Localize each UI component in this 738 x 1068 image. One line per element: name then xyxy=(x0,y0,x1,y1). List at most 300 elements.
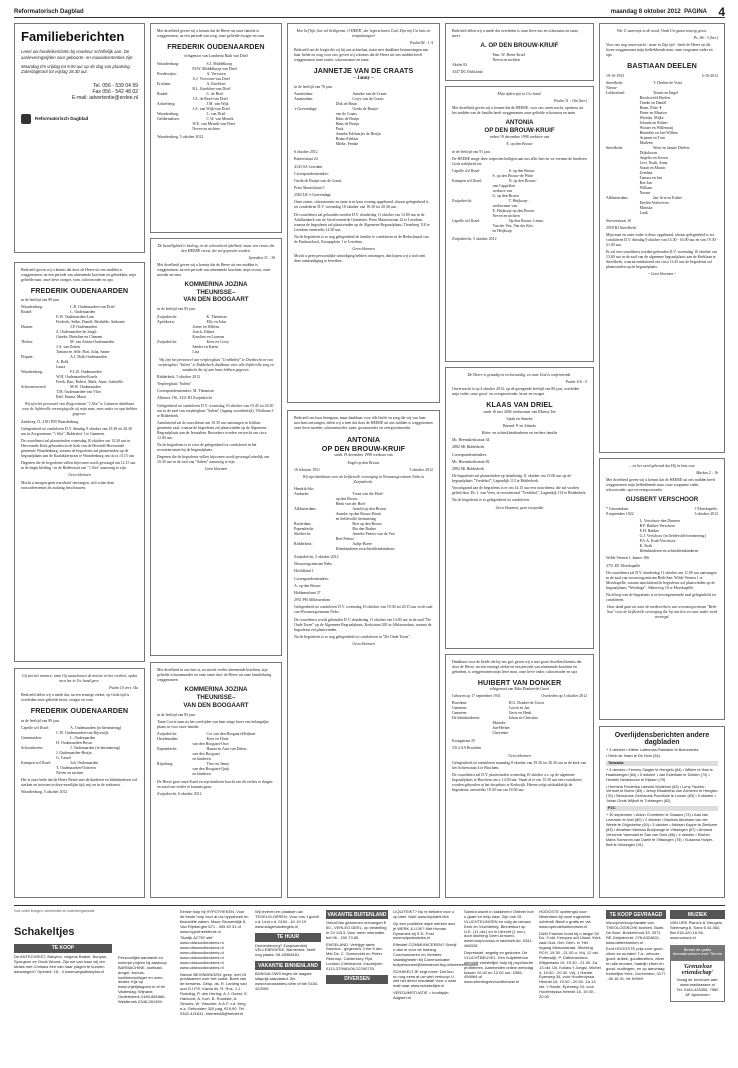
url-link[interactable]: www.oldwoodkeukens.nl xyxy=(180,954,224,960)
notice-text: Het is onze bede dat de Heere Bertie met de kinderen en kleinkinderen wil sterken en troosten in deze moeilijke tijd, mij en in de toekomst. xyxy=(21,777,137,787)
family-name: Mariska xyxy=(639,205,653,210)
bible-verse: Wie U aanroept in de nood, Vindt Uw gunst eeuwig groot. xyxy=(617,29,707,33)
notice-service: De rouwdienst zal gehouden worden D.V. donderdag 11 oktober om 13.00 uur in de Adullamkerk van de Gereformeerde Gemeente, Prins Mauritsstraat 22 te Leerdam, waarna de begrafenis zal plaatsvinden op de Algemene Begraafplaats, Tiendweg 118 te Leerdam omstreeks 14.30 uur. xyxy=(294,212,430,232)
notice-corr-name: Gerda de Bruijn-van de Craats xyxy=(294,178,342,183)
te-koop-gevraagd-header: TE KOOP GEVRAAGD xyxy=(606,910,666,919)
family-name: en Heijkoop xyxy=(492,229,512,233)
family-name: P.A.A. Krab-Verschoor xyxy=(639,539,676,544)
family-name: en liefdevolle herinnering xyxy=(335,517,376,521)
family-place xyxy=(157,772,192,777)
muziek-header: MUZIEK xyxy=(670,910,725,919)
family-place: Achterberg: xyxy=(157,102,176,107)
family-place: Rotterdam: xyxy=(294,522,312,526)
deceased-name-1: ANTONIA xyxy=(346,435,381,444)
family-name: Jorine en Willem, xyxy=(192,324,220,329)
verse-ref: Psalm 10 vers 14a xyxy=(109,686,138,691)
classified-ad: GeiraGids gebonnen ontvangen € 50,- VERLEG DEEL, op bestelling in 2V 2013. Voor meer informatie bel 06 - 150 73 85. xyxy=(326,920,387,940)
family-row xyxy=(157,772,275,777)
notice-van-driel xyxy=(445,367,594,649)
page-number: 4 xyxy=(718,5,725,19)
family-name: Hans de Bruijn xyxy=(335,122,360,127)
deceased-name: A. OP DEN BROUW-KRUIF xyxy=(480,42,559,49)
notice-address-2: 4143 SA Leerdam xyxy=(294,164,323,169)
family-name: Neven en nichten xyxy=(56,770,84,775)
family-list xyxy=(452,701,587,736)
notice-thanks: Onze dank gaat uit naar de medewerkers van woonzorgcentrum "Beth-San" voor de liefdevolle verzorging die hij van hen en onze vader werd verzorgd. xyxy=(606,605,718,620)
te-koop-header: TE KOOP xyxy=(14,944,112,953)
family-list xyxy=(294,92,433,147)
family-place: Waardenburg: xyxy=(157,112,179,117)
notice-place: Waardenburg, 5 oktober 2012 xyxy=(157,135,204,140)
family-name: Frederik, Sefke, Daniël, Berthilde, Anthonie xyxy=(56,320,126,325)
classified-column-8 xyxy=(539,910,601,1058)
promo-line: Vraag de brochure aan: www.madlaesere.nl xyxy=(676,977,719,988)
notice-sub: sinds 16 mei 2006 weduwnaar van Elberta Tee xyxy=(483,409,556,414)
classified-ad: Nieuw! BEVINDINGEN: gesp. met 15 predikanten over het oudst. Boek van de kerstmis. Gesp. ds. R. Lanting van oud G.I.P.E. Kanta ds. R. Ros, J.J. Rudding, P. den Hertog, A.J. Geest, E. Harkoort, A. Kort, B. Rundste, A. Simons, W. Visscher, A.A.F. v.d. Weg e.a. Gebonden 320 pag. €19,90. Tel. 0342-421631, heteren88@hetnet.nl xyxy=(180,971,248,1016)
notice-corr: Correspondentieadres: M. Theunisse xyxy=(157,389,215,394)
notice-place: Zwijndrecht, 6 oktober 2012 xyxy=(157,792,202,797)
family-name: L. Oudenaarden xyxy=(70,735,96,740)
family-name: van den Boogaart-Quijt xyxy=(192,767,230,772)
family-place: Waardenburg: xyxy=(21,305,43,310)
family-row xyxy=(606,211,718,216)
family-name: Elly en John xyxy=(206,319,226,324)
bible-verse: Gij ziet het immers; want Gij aanschouwt de moeite en het verdriet, opdat men het in Uw hand geve. xyxy=(21,674,138,683)
family-name: Pieter en Mautice xyxy=(639,110,668,115)
family-name: G.J. Verschoor (in liefdevolle herinnering) xyxy=(639,534,706,539)
family-name: Corry van de Craats xyxy=(352,97,384,102)
familieberichten-box xyxy=(14,23,145,253)
notice-text-2: De Heere gave onze Karel en zijn kinderen kracht om dit verlies te dragen en nood om verder te kunnen gaan. xyxy=(157,780,273,790)
family-place: Krimpen a/d IJssel: xyxy=(452,179,483,183)
family-name: K. Krab xyxy=(639,544,653,549)
schakeltjes-note: Voor online lezingen, advertenties en toeleveringscircuits xyxy=(14,909,95,913)
family-name: op den Brouw xyxy=(335,497,358,501)
classified-ad: VERZUIMSTUATIE = hoofdpijn: Adgsert.nl xyxy=(393,990,450,1000)
family-place: Apeldoorn: xyxy=(157,319,175,324)
notice-corr: Correspondentieadres: xyxy=(452,452,488,457)
promo-box[interactable] xyxy=(670,945,725,961)
family-row xyxy=(157,350,275,355)
classified-ad: HOOGSTE opbrengst voor Nederland bij onze ingezelde ochtend! Biedt u gratis en via www.opendekoekeninzel.nl xyxy=(539,909,591,929)
url-link[interactable]: www.oldwoodkeukens.nl xyxy=(180,950,224,955)
notice-address: Streveestraat 10 xyxy=(606,218,631,223)
notice-service: Voorafgaand aan de begrafenis is er om 14.15 uur een rouwdienst, die zal worden geleid door Ds. J. van Veen, in recreatiezaal "Vredehof", Lagendijk 114 te Ridderkerk. xyxy=(452,486,587,496)
family-name: M. van Zetten-Oudenaarden xyxy=(70,340,115,345)
family-place: Gameren: xyxy=(452,706,468,711)
url-link[interactable]: www.oldwoodkeukens.nl xyxy=(180,940,224,946)
notice-age: in de leeftijd van 91 jaar. xyxy=(452,149,491,154)
verse-ref: Ps. 86 : 3 (ber.) xyxy=(693,36,718,41)
schakeltjes-logo-block xyxy=(14,910,112,1058)
notice-address-2: 2751 EE Moerkapelle xyxy=(606,563,641,568)
family-name: Jolanda en Robert xyxy=(639,120,668,125)
fam-fax: Fax 056 - 542 48 02 xyxy=(92,89,138,96)
notice-condolence: Onze zuster, schoonzuster en tante is in haar woning opgebaard, alwaar gelegenheid is tot condoleren D.V. woensdag 10 oktober van 18.30 tot 20.30 uur. xyxy=(294,200,429,210)
family-name: Cheyenne xyxy=(492,731,509,736)
deceased-name: FREDERIK OUDENAARDEN xyxy=(30,706,129,716)
family-row xyxy=(294,142,433,147)
fam-text-1: Leest uw familieberichten bij voorkeur schriftelijk aan. De aanleveringstijden voor geboorte- en rouwadvertenties zijn: xyxy=(21,49,134,60)
family-name: Cor van den Boogaart-Heijboer xyxy=(206,732,256,737)
family-name: E.W. Oudenaarden-Lam xyxy=(56,315,94,320)
notice-age: in de leeftijd van 83 jaar. xyxy=(157,712,196,717)
deceased-name-3: VAN DEN BOOGAART xyxy=(183,701,249,709)
notice-condolence: Gelegenheid tot condoleren D.V. woensdag 10 oktober van 19.45 tot 20.30 uur in de zaal van verpleeghuis "Salem" (ingang woonbedrijf), Vliethaan 3 te Ridderkerk. xyxy=(157,403,274,418)
classified-ad: Op een positieve wijze werken aan je WERK & LIJK? Met Human Dynamics bij S.D. Post www.sdpostadvies.nl xyxy=(393,920,455,941)
family-name: Bas-Jan xyxy=(639,180,652,185)
family-name: C.W. van Meurik xyxy=(206,117,234,122)
notice-condolence: Gelegenheid tot condoleren maandag 8 oktober van 19.30 tot 20.30 uur in de kerk van het Achterstraat 4 te Bruchem. xyxy=(452,760,587,770)
family-name: van den Boogaart-Osse xyxy=(192,742,229,747)
verse-ref: Spreuken 31 : 30 xyxy=(248,256,275,261)
family-place: Zwijndrecht: xyxy=(452,199,473,203)
family-name: A. Knebloet xyxy=(206,82,226,87)
family-place: Ridderkerk: xyxy=(294,542,313,546)
family-place: Zwijndrecht: xyxy=(157,339,178,344)
family-place: Alblasserdam: xyxy=(294,507,317,511)
family-name: Arjanne en Tom xyxy=(639,135,665,140)
family-place: Genemuiden: xyxy=(21,735,42,740)
family-name: S.J. Middelkoop xyxy=(206,62,233,67)
family-name: L. Verschoor-den Dunnen xyxy=(639,519,680,524)
family-place: Amsterdam: xyxy=(294,97,314,102)
url-link[interactable]: www.oldwoodkeukens.nl xyxy=(180,959,224,965)
bible-verse: Hoe lief'lijk, hoe vol heiligemst, O HEER', der legerscharen God, Zijn mij Uw huis en tempelzangen! xyxy=(296,29,431,38)
notice-condolence: Gelegenheid tot condoleren D.V. woensdag 10 oktober van 19.30 tot 20.15 uur in de zaal van Woonzorgcentrum Nebo. xyxy=(294,605,433,615)
family-name: Naomi xyxy=(639,190,651,195)
url-list xyxy=(180,941,250,970)
notice-intro: Met droefheid geven wij u kennis dat de HEERE uit ons midden heeft weggenomen mijn liefhebbende man, onze zorgzame vader, schoonvader, opa en overgrootvader xyxy=(606,478,716,493)
family-name: Corrie en Jan xyxy=(508,706,530,711)
family-name: van de Craats xyxy=(335,112,357,117)
deceased-name-2: OP DEN BROUW-KRUIF xyxy=(484,127,555,135)
family-name: Marieke xyxy=(492,721,506,726)
family-name: G. op den Brouw xyxy=(492,194,520,198)
death-date: 5 oktober 2012 xyxy=(409,467,433,472)
family-name: A. Bolk xyxy=(56,360,69,365)
family-name: Truus van der Hoef- xyxy=(352,492,384,496)
notice-deelen xyxy=(599,23,725,453)
family-place xyxy=(157,127,192,132)
classified-column-5 xyxy=(326,910,388,1058)
family-place: Krimpen a/d IJssel: xyxy=(21,760,52,765)
family-place xyxy=(21,395,56,400)
url-link[interactable]: www.oldwoodkeukens.nl xyxy=(180,945,224,951)
verse-ref: Psalm 31 : 16a (ber.) xyxy=(554,99,587,104)
notice-after: Na de begrafenis is er nog gelegenheid tot condoleren in "De Oude Toren". xyxy=(294,634,411,639)
family-name: F.L.B. Oudenaarden xyxy=(70,370,102,375)
family-name: B.P. Bakker-Verschoor xyxy=(639,524,676,529)
notice-intro: Bedroefd om de leegte die zij bij ons achterlaat, maar met dankbare herinneringen aan haar liefde en zorg voor ons, geven wij u kennis dat de Heere uit ons midden heeft weggenomen onze zuster, schoonzuster en tante xyxy=(294,48,429,63)
notice-sub: echtgenoot van Lamberta Ruth van Driel xyxy=(184,54,248,59)
notice-intro: Bedroefd delen wij u mede dat overleden is onze lieve zus en schoonzus en tante, mevr. xyxy=(452,29,579,38)
notice-note: Mocht u geen persoonlijke uitnodiging hebben ontvangen, dan hopen wij u toch met deze aankondiging te bereiken. xyxy=(294,254,426,264)
notice-service: De rouwdienst zal D.V. donderdag 11 oktober om 11.00 uur aanvangen in de zaal van woonzorgcentrum Beth-San, Wilde Veenen 1 te Moerkapelle, waarna aansluitend de begrafenis zal plaatsvinden op de begraafplaats "Westhage", Akkerweg 16 te Moerkapelle. xyxy=(606,570,717,590)
promo-title: 'Grenzeloze vriendschap' xyxy=(681,964,714,977)
family-name: Karoline en Laurens xyxy=(192,334,225,339)
family-name: Wouter en Willemarij xyxy=(639,125,674,130)
family-name: Ralf, Emma, Maria xyxy=(56,395,87,400)
family-name: Barend ✝ en Jolanda xyxy=(503,423,536,428)
family-name: Theo en Jenny xyxy=(206,762,230,767)
notice-after: Na de begrafenis is er gelegenheid tot condoleren. xyxy=(452,498,530,503)
family-name: Jorick, Jildara xyxy=(192,329,215,334)
family-place: Schoonhoven: xyxy=(21,745,44,750)
notice-no-flowers: Geen bloemen, geen toesprake xyxy=(495,505,544,510)
family-name: Marleen xyxy=(639,140,653,145)
classified-ad: De ANTECHRIST. Babylon, volgens Brakel, Bunyan, Spurgeon en Gods Woord. Zijn we van haar vrij om straks met Christus een van haar plagen te kunnen aanvangen? Opened: 18 - 4 www.weguitbabylon.nl xyxy=(14,953,108,974)
family-name: N. op den Brouw- xyxy=(508,179,537,183)
family-name: Dijkshoorn xyxy=(639,150,658,155)
family-list xyxy=(606,519,718,554)
promo-box-2 xyxy=(670,960,725,1002)
family-name: Susan en Mauric xyxy=(639,165,666,170)
notice-corr-street: Mr. Heemskerkstraat 82 xyxy=(452,459,490,464)
family-name: J.A. van Zetten xyxy=(56,345,80,350)
notice-intro: Bedroefd delen wij u mede dat, na een ernstige ziekte, op Gods tijd is overleden onze geliefde broer, zwager en oom xyxy=(21,693,130,703)
family-name: W.H. Oudenaarden-Karels xyxy=(56,375,98,380)
fam-text-2: Maandag t/m vrijdag tot 9.00 uur op de dag van plaatsing. Zaterdagkrant tot vrijdag 18.30 uur. xyxy=(21,63,131,75)
family-place xyxy=(606,549,640,554)
family-name: Levi, Noah, Anna xyxy=(639,160,668,165)
family-name: C.W. Oudenaarden-van Rijsewijk xyxy=(56,730,109,735)
family-place: IJsselmuiden: xyxy=(157,737,179,742)
family-name: K. Theunisse xyxy=(206,314,228,319)
classified-ad: Dementiezorg? Zorgboerderij VELLEBROEKE, Barneveld, heeft nog plaats: 06-45368181 xyxy=(255,942,316,958)
notice-place: Zwijndrecht, 5 oktober 2012 xyxy=(452,237,497,241)
family-place: Zwijndrecht: xyxy=(157,314,178,319)
family-name: Anneke van de Craats xyxy=(352,92,387,97)
family-name: Hanna en Aart van Dalen– xyxy=(206,747,248,752)
classified-ad: Echt HOOGSTE prijs voor goud, zilver en munten! T.a.: zetvoer, goed: antiek, goudbezitten, zilver en alle munten, haartijn zilver en goud, oudlingen, en op aanvraag Kerkelijke Kerk, Gorinchem, 0177 - 46 18 91, bit NVMH xyxy=(606,946,666,981)
family-list xyxy=(157,732,275,777)
family-row xyxy=(294,547,433,552)
deceased-name-1: KOMMERINA JOZINA xyxy=(184,686,248,693)
family-place: Elspeet: xyxy=(21,355,34,360)
classified-ad: LIQUITEIKT? Nu te betalen voor u op later. Mail: www.liquideit.nl/a xyxy=(393,909,455,919)
notice-sub: sedert 19 december 1998 weduwe van xyxy=(489,135,550,140)
overl-line: + 30 september • Anton Crombeen te Graauw (73) • Aad van Leeuwen te Axel (80) • 2 oktober • Marinus Abraham van der Weele te Grijpskerke (60) • 3 oktober • Adriaan Koppe te Zierikzee (83) • Abraham Marinus Bruijnooge te Vlissingen (87) • Armand Verschoe Yanmaart te Sas van Gent (86) • 4 oktober • Rachel Maria Sumannn-van Daele te Vlissingen (75) • Susanna Hulper-Belt te Vlissingen (91) xyxy=(606,813,718,847)
family-name: Henk van der Hoef xyxy=(335,502,366,506)
notice-corr-city: 2582 LR 's-Gravendage xyxy=(294,193,332,198)
family-place: Lekkerland: xyxy=(606,90,625,95)
notice-op-den-brouw-inlaws xyxy=(445,86,594,362)
notice-sub-2: E. op den Brouw xyxy=(506,142,533,147)
family-row xyxy=(606,549,718,554)
family-name: L. Oudenaarden xyxy=(70,310,96,315)
family-name: S. op den Brouw-de Witte xyxy=(492,174,534,178)
family-name: A. Oudenaarden (in herinnering) xyxy=(70,725,122,730)
fam-tel: Tel. 056 - 539 04 99 xyxy=(92,82,138,89)
classified-column-9 xyxy=(606,910,666,1058)
family-name: van Cappellen xyxy=(492,184,515,188)
notice-dates xyxy=(294,468,433,473)
family-name: Mieke, Femke xyxy=(335,142,359,147)
deceased-name-2: THEUNISSE– xyxy=(196,693,236,701)
family-name: Hans de Bruijn xyxy=(335,117,360,122)
family-name: E. Heijkoop-op den Brouw xyxy=(492,209,535,213)
notice-oudenaarden-family xyxy=(14,262,145,662)
notice-address: Verpleeghuis "Salem" xyxy=(157,381,192,386)
notice-thanks: Wij zijn het personeel van verpleeghuis "Crabbehof" te Dordrecht en van verpleeghuis "Salem" te Ridderkerk dankbaar voor alle liefdevolle zorg en aandacht die zij aan haar hebben gegeven. xyxy=(157,357,275,372)
bible-verse: ... en het werd gebeurd dat Hij in huis was. xyxy=(628,464,696,468)
family-name: Teunis en Engel xyxy=(653,90,679,95)
family-name: Bram, Elise ✝ xyxy=(639,105,663,110)
family-name: A.J. Bolk-Oudenaarden xyxy=(70,355,107,360)
death-place: † Moerkapelle, xyxy=(694,507,718,512)
notice-address: Mr. Heemskerkstraat 34 xyxy=(452,438,490,443)
notice-address: Woonzorgcentrum Nebo xyxy=(294,562,333,567)
family-place: Zwijndrecht: xyxy=(157,732,178,737)
verse-ref: Psalm 84 : 1 A xyxy=(409,41,433,46)
family-place: Rijsoburg: xyxy=(157,762,174,767)
deceased-name: FREDERIK OUDENAARDEN xyxy=(30,286,129,295)
classified-ad: SCHAKELTJE zegt meer! Dat hun nu nog eens al uw wiel verkoop! U ziet het direct resultaat! Voor u daar mail naar www.schakeltjes.nl xyxy=(393,968,457,989)
classified-ad: Samira wacht in kakkenen! Ontbrei hoe u gaarf en help haar. Zijn ook 15 VLUCHTELINGEN en volg de nieuws Kerk en Vluchteling. Binnenkort op U.K. (11 okt.) en in Utrecht (1 nov.) door stichting Geen Armoed. www.hoopvoorsa.nl nachbeh-lid, 0341-466328. xyxy=(464,909,534,949)
notice-text: De HEERE moge deze respecten heiligen aan ons aller hart en we vernem de kinderen Gods nabijheid toe. xyxy=(452,156,587,166)
family-row xyxy=(21,395,138,400)
family-name: Boschsveld-Deelen xyxy=(639,95,670,100)
notice-address-2: 2882 SK Ridderkerk xyxy=(452,445,485,450)
notice-text: Tante Corrie nam na het overlijden van haar enige broer een belangrijke plaats in voor onze familie. xyxy=(157,720,269,729)
schakeltjes-section xyxy=(14,905,725,1065)
family-name: Op den Brouw, Leune, xyxy=(508,219,544,223)
family-place: Papendrecht: xyxy=(294,527,315,531)
family-place: De kleinkinderen: xyxy=(452,716,480,721)
notice-corr-name: A. op den Brouw xyxy=(294,583,321,588)
deceased-name: GIJSBERT VERSCHOOR xyxy=(625,496,699,504)
fam-logo: Reformatorisch Dagblad xyxy=(21,114,138,124)
family-name: Arnold op den Brouw xyxy=(352,507,387,511)
family-place: Tholen: xyxy=(21,340,34,345)
deceased-name-1: ANTONIA xyxy=(505,119,534,127)
family-name: Dirk de Bruin xyxy=(335,102,358,107)
classified-ad: BUNGALOWS tegen de laagste sitaprijs-standaard. Zie www.euroskantes.nl/tm of bel 0184-422000. xyxy=(255,971,319,991)
family-name: Wietske, Mijke xyxy=(639,115,664,120)
notice-corr-address: Albatros 136, 3331 BJ Zwijndrecht xyxy=(157,396,213,401)
family-place xyxy=(606,211,640,216)
notice-dates xyxy=(606,507,718,517)
notice-service: De rouwdienst zal D.V. plaatsvinden woensdag 10 oktober a.s. op de algemene begraafplaats te Bruchem om ± 14.00 uur. Vanaf al er om 13.30 uur een rouwdienst worden gehouden in het dorpshuis te Kerkwijk. Hierna volgt uitdrukkelijk de begrafenis, omstreeks 18.30 uur om 18.30 uur. xyxy=(452,772,582,792)
notice-place: Waardenburg, 5 oktober 2012 xyxy=(21,789,68,794)
url-link[interactable]: www.oldwoodkeukens.nl xyxy=(180,964,224,970)
family-place: Brakel: xyxy=(21,310,33,315)
deceased-nickname: ~ Janny ~ xyxy=(353,75,374,81)
birth-place: * Giessendam, xyxy=(606,507,629,512)
notice-verschoor xyxy=(599,458,725,720)
classified-ad: Depressief, angstig en gesloten. De VLUCHTBEUVEL. Een hulptelefoon speciale christelijke hulp bij psychische problemen. Aanmelden online werkdag tussen 10.00 en 12.00 uur: 0385-459964 of www.stichtingdevluchtheuvel.nl xyxy=(464,950,534,985)
notice-intro: Onverwacht is op 4 oktober 2012, op de gezegende leeftijd van 80 jaar, overleden mijn vader, onze groot- en overgrootvader, broer en zwager xyxy=(452,387,580,397)
family-name: J.A. de Boef-van Driel xyxy=(192,97,228,102)
family-list xyxy=(294,487,433,552)
bible-verse: De bevalligheid is bedrog, en de schoonheid ijdelheid; maar een vrouw die den HEERE vreest, die zal geprezen worden. xyxy=(157,244,275,253)
family-name: Neven en nichten xyxy=(492,214,520,218)
notice-corr-street: Hobbemalaan 37 xyxy=(294,590,321,595)
family-place: Capelle a/d IJssel: xyxy=(21,725,50,730)
notice-service: Er zal een rouwdienst worden gehouden D.V. woensdag 10 oktober om 13.00 uur in de zaal van de algemene begraafplaats aan de Kerklaan te Streefkerk, waarna aansluitend om circa 13.45 uur de begrafenis zal plaatsvinden op de begraafplaats. xyxy=(606,250,717,270)
notice-sub: sinds 19 december 1998 weduwe van xyxy=(334,453,393,458)
family-name: L. van Driel xyxy=(206,112,226,117)
notice-van-de-craats xyxy=(287,23,440,403)
family-place: Capelle a/d IJssel: xyxy=(452,219,481,223)
family-name: Bruno Edelaar xyxy=(335,137,359,142)
family-name: Van der Ven, Van der Kist xyxy=(492,224,533,228)
schakeltjes-title: Schakeltjes xyxy=(14,925,75,938)
death-date: 5 oktober 2012 xyxy=(694,512,718,517)
notice-no-flowers: Geen bloemen xyxy=(352,247,375,252)
family-place xyxy=(21,771,56,776)
deceased-name: FREDERIK OUDENAARDEN xyxy=(167,42,265,51)
notice-address-2: 2959 BJ Streefkerk xyxy=(606,225,637,230)
family-name: Gineke, Barteline en Clement xyxy=(56,335,103,340)
paper-label: Tubantia xyxy=(606,761,718,766)
family-name: Kleinkinderen en achterkleinkinderen xyxy=(335,547,395,551)
overl-line: + 4 oktober • Femmy Slagter te Hengelo (64) • Willem te Haa te Haaksbergen (84) • 5 oktober • Jan Esterkate te Delden (73) • Hendrik Neuteboom te Rijssen (79) xyxy=(606,768,713,783)
family-name: van den Boogaart xyxy=(192,752,220,757)
family-name: William xyxy=(639,185,653,190)
family-list xyxy=(452,169,587,234)
classified-column-3 xyxy=(180,910,250,1058)
family-name: Gerie en Henk xyxy=(508,711,532,716)
family-place: Capelle a/d IJssel: xyxy=(452,169,481,173)
deceased-name: JANNETJE VAN DE CRAATS xyxy=(313,66,414,76)
notice-burial: De begrafenis zal plaatsvinden op donderdag 11 oktober om 13.00 uur op de begraafplaats "Vredehof", Lagendijk 113 te Ridderkerk. xyxy=(452,474,572,484)
family-name: Lisa xyxy=(192,349,200,354)
family-name: Tamara en Jelle, Bart, Julia, Sanne xyxy=(56,350,110,355)
family-name: Wout en Jannie Deelen- xyxy=(653,145,691,150)
family-name: Anneke Pieters-van de Ven xyxy=(352,532,395,536)
family-name: Laura xyxy=(56,365,66,370)
notice-after: Na de begrafenis is er nog gelegenheid de familie te condoleren in de Reduchtzaal van de Paulusschool, Europaplein 1 te Leerdam. xyxy=(294,234,429,244)
family-name: W.E. van Meurik-van Driel xyxy=(192,122,235,127)
family-place: Waardenburg: xyxy=(157,62,179,67)
notice-intro: Met droefheid geven wij u kennis dat de HEERE, voor ons onverwacht, opnieuw uit het midden van de familie heeft weggenomen onze geliefde schoonzus en tante xyxy=(452,106,584,116)
family-place: Ericham: xyxy=(157,82,172,87)
family-place: Bruchem: xyxy=(452,701,468,706)
notice-place: Zwijndrecht, 5 oktober 2012 xyxy=(294,555,339,559)
family-name: Jan-Herber xyxy=(492,726,510,731)
notice-theunisse-family xyxy=(150,238,282,656)
vakantie-header: VAKANTIE BINNENLAND xyxy=(255,961,321,970)
family-name: A. Vervoorn xyxy=(206,72,226,77)
classified-ad: D&M Fashion komt bij u langs! Di/ Do. 9 okt. Krimpen a/d IJssel, Kerk zaal Oud. Ger. Gem. in 'Het Ingang Meeuwstraat, Stichting RCH, 19.30 - 21.00 u. Vrij. 12 okt. Putterwijk, P. Dathenschool, Wilgenlaan 19, 19.30 - 21.00. Za 13 okt. Uit. Kokaw 't Jongsl, Michel 4, 19.00 - 20.30. Vrij. 1 Hardie, Eperweg 34, voor Hooferdyssa Heenkt 16, 19.00 - 20.00. Za 13 okt. 't Harde, Eperweg 34, voor Hooferdyssa Heenkt 16, 19.00 - 20.00 xyxy=(539,930,601,999)
family-name: R.L. Knebloet-van Driel xyxy=(192,87,231,92)
classified-column-6 xyxy=(393,909,479,1058)
notice-condolence: Gelegenheid tot condoleren D.V. dinsdag 9 oktober van 19.30 tot 20.30 uur in Zorgcentrum "'t Slot", Ridderhof 1 te Gameren. xyxy=(21,426,133,436)
family-place: Poederoijen: xyxy=(157,72,177,77)
family-name: Anneke Edelaarjes de Bruijn xyxy=(335,132,381,137)
notice-address: Zandweg 31, 4181 PM Waardenburg xyxy=(21,419,79,424)
overl-list xyxy=(606,748,718,848)
classified-ad: ENGELAND. Verhijge tante Sanctus - gegevens 3 t/m 5 dec. Met Ds. C. Sonneveld en Pieter Rebroop. Canterbury, Rye, London-Chelmsford. Inschrijven 0113-379981/06-22290733. xyxy=(326,941,384,971)
family-list xyxy=(452,417,587,436)
notice-op-den-brouw-family xyxy=(287,410,440,898)
notice-place: 6 oktober 2012 xyxy=(294,150,318,155)
family-name: Bert op den Brouw xyxy=(352,522,383,526)
notice-corr-city: 2951 PH Alblasserdam xyxy=(294,598,330,603)
family-row xyxy=(452,731,587,736)
family-name: Kleinkinderen en achterkleinkinderen xyxy=(639,549,699,554)
deceased-name-2: OP DEN BROUW-KRUIF xyxy=(321,444,406,454)
page-date: maandag 8 oktober 2012 PAGINA xyxy=(610,9,707,15)
classified-column-2 xyxy=(118,910,174,1058)
notice-intro: Met droefheid geven wij u kennis dat de Heere uit onze familie is weggenomen, na een periode van zorg, onze geliefde zwager en oom xyxy=(157,29,265,38)
family-name: Neven en nichten xyxy=(492,57,520,62)
family-name: Puck xyxy=(335,127,344,132)
family-name: en kinderen xyxy=(192,757,211,762)
paper-name: Reformatorisch Dagblad xyxy=(14,9,84,15)
